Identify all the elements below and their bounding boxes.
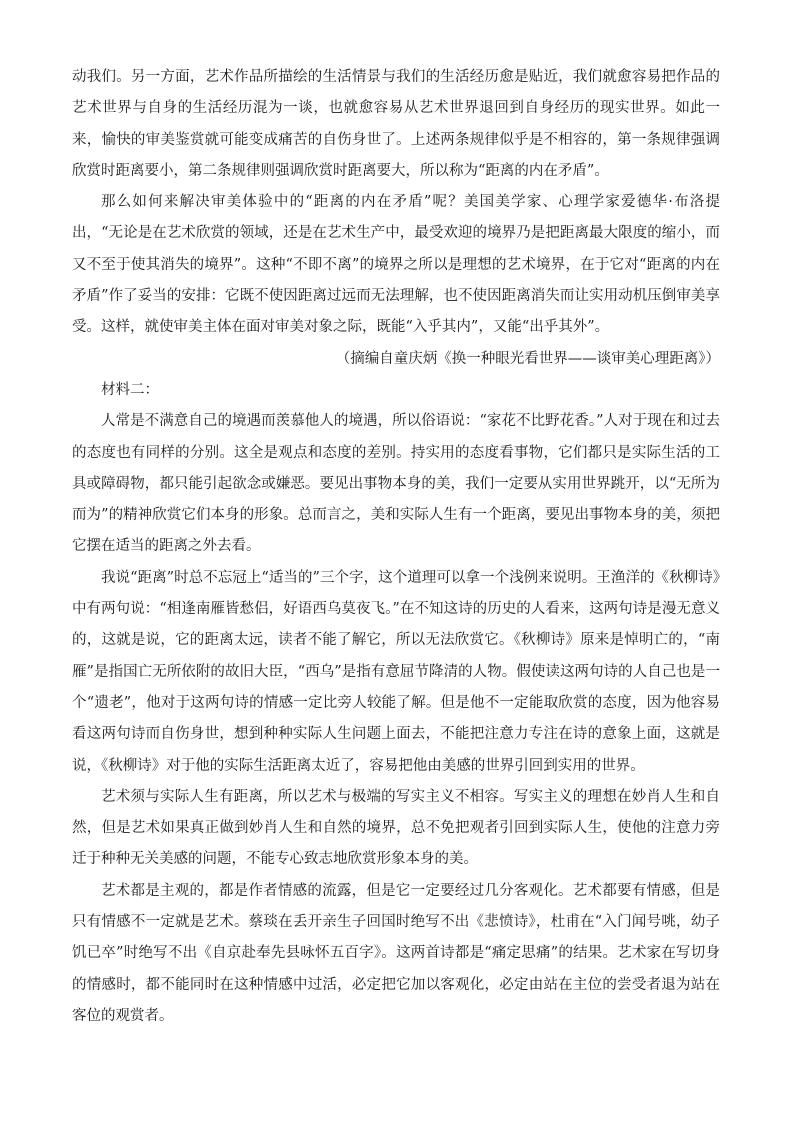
paragraph-5: 艺术须与实际人生有距离，所以艺术与极端的写实主义不相容。写实主义的理想在妙肖人生和自然，但是艺术如果真正做到妙肖人生和自然的境界，总不免把观者引回到实际人生，使他的注意力旁迁于种种无关美感的问题，不能专心致志地欣赏形象本身的美。: [72, 788, 720, 868]
material-2-heading: 材料二：: [101, 381, 159, 398]
source-citation: （摘编自童庆炳《换一种眼光看世界——谈审美心理距离》）: [335, 350, 720, 367]
paragraph-4: 我说“距离”时总不忘冠上“适当的”三个字，这个道理可以拿一个浅例来说明。王渔洋的《秋柳诗》中有两句说：“相逢南雁皆愁侣，好语西乌莫夜飞。”在不知这诗的历史的人看来，这两句诗是漫无意义的，这就是说，它的距离太远，读者不能了解它，所以无法欣赏它。《秋柳诗》原来是悼明亡的，“南雁”是指国亡无所依附的故旧大臣，“西乌”是指有意屈节降清的人物。假使读这两句诗的人自己也是一个“遗老”，他对于这两句诗的情感一定比旁人较能了解。但是他不一定能取欣赏的态度，因为他容易看这两句诗而自伤身世，想到种种实际人生问题上面去，不能把注意力专注在诗的意象上面，这就是说，《秋柳诗》对于他的实际生活距离太近了，容易把他由美感的世界引回到实用的世界。: [72, 569, 720, 774]
paragraph-6: 艺术都是主观的，都是作者情感的流露，但是它一定要经过几分客观化。艺术都要有情感，但是只有情感不一定就是艺术。蔡琰在丢开亲生子回国时绝写不出《悲愤诗》，杜甫在“入门闻号咷，幼子饥已卒”时绝写不出《自京赴奉先县咏怀五百字》。这两首诗都是“痛定思痛”的结果。艺术家在写切身的情感时，都不能同时在这种情感中过活，必定把它加以客观化，必定由站在主位的尝受者退为站在客位的观赏者。: [72, 882, 720, 1024]
document-page: [72, 62, 720, 1032]
paragraph-1: 动我们。另一方面，艺术作品所描绘的生活情景与我们的生活经历愈是贴近，我们就愈容易把作品的艺术世界与自身的生活经历混为一谈，也就愈容易从艺术世界退回到自身经历的现实世界。如此一来，愉快的审美鉴赏就可能变成痛苦的自伤身世了。上述两条规律似乎是不相容的，第一条规律强调欣赏时距离要小，第二条规律则强调欣赏时距离要大，所以称为“距离的内在矛盾”。: [72, 69, 720, 179]
paragraph-2: 那么如何来解决审美体验中的“距离的内在矛盾”呢？美国美学家、心理学家爱德华·布洛提出，“无论是在艺术欣赏的领域，还是在艺术生产中，最受欢迎的境界乃是把距离最大限度的缩小，而又不至于使其消失的境界”。这种“不即不离”的境界之所以是理想的艺术境界，在于它对“距离的内在矛盾”作了妥当的安排：它既不使因距离过远而无法理解，也不使因距离消失而让实用动机压倒审美享受。这样，就使审美主体在面对审美对象之际，既能“入乎其内”，又能“出乎其外”。: [72, 194, 720, 336]
paragraph-3: 人常是不满意自己的境遇而羡慕他人的境遇，所以俗语说：“家花不比野花香。”人对于现在和过去的态度也有同样的分别。这全是观点和态度的差别。持实用的态度看事物，它们都只是实际生活的工具或障碍物，都只能引起欲念或嫌恶。要见出事物本身的美，我们一定要从实用世界跳开，以“无所为而为”的精神欣赏它们本身的形象。总而言之，美和实际人生有一个距离，要见出事物本身的美，须把它摆在适当的距离之外去看。: [72, 413, 720, 555]
